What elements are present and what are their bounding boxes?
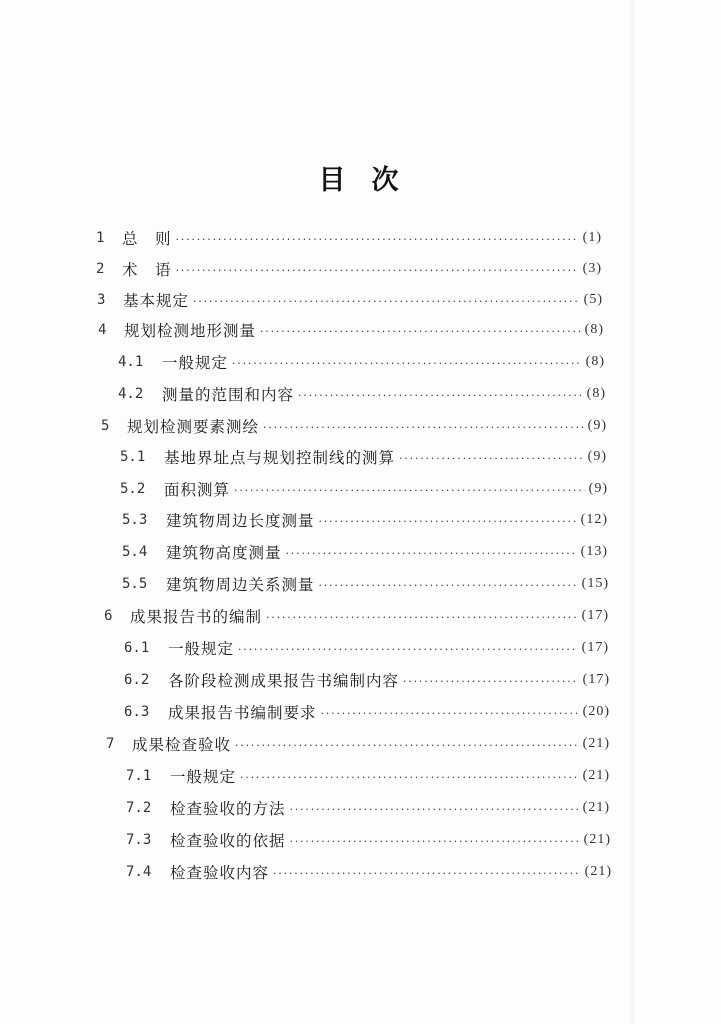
toc-entry-page: (15) — [581, 576, 609, 591]
toc-entry-page: (8) — [586, 386, 606, 401]
toc-leader-dots — [176, 264, 579, 277]
scan-shadow — [630, 0, 636, 1024]
toc-entry-title: 建筑物周边长度测量 — [166, 512, 315, 530]
toc-entry-number: 7.3 — [126, 832, 152, 848]
toc-entry-number: 2 — [96, 261, 105, 277]
toc-leader-dots — [260, 325, 581, 338]
toc-leader-dots — [266, 611, 578, 624]
toc-leader-dots — [234, 484, 585, 497]
toc-entry[interactable] — [120, 445, 607, 469]
toc-entry-number: 4 — [98, 322, 107, 338]
toc-entry-number: 5.2 — [120, 481, 146, 497]
toc-entry-page: (8) — [584, 322, 604, 337]
toc-entry-number: 3 — [97, 292, 106, 308]
toc-entry-page: (21) — [582, 800, 610, 815]
toc-entry[interactable] — [118, 382, 606, 406]
toc-entry-title: 规划检测要素测绘 — [127, 418, 260, 436]
toc-entry[interactable] — [98, 318, 604, 342]
toc-leader-dots — [290, 803, 579, 816]
toc-entry[interactable] — [96, 226, 602, 250]
toc-leader-dots — [290, 835, 580, 848]
toc-entry[interactable] — [120, 477, 608, 501]
toc-entry[interactable] — [101, 414, 607, 438]
toc-entry-title: 建筑物高度测量 — [166, 544, 282, 562]
toc-entry-number: 5.3 — [122, 512, 148, 528]
toc-leader-dots — [319, 579, 578, 592]
toc-entry-page: (21) — [583, 832, 611, 847]
title-char-2: 次 — [371, 165, 403, 196]
toc-entry-title: 一般规定 — [168, 640, 235, 658]
toc-entry-title: 总 则 — [122, 230, 172, 248]
toc-entry-page: (17) — [581, 640, 609, 655]
toc-leader-dots — [232, 357, 582, 370]
toc-entry[interactable] — [126, 828, 611, 852]
toc-entry-page: (21) — [584, 864, 612, 879]
toc-entry-page: (12) — [580, 512, 608, 527]
toc-entry-number: 6.2 — [124, 672, 150, 688]
toc-entry-page: (9) — [588, 481, 608, 496]
toc-leader-dots — [399, 452, 584, 465]
toc-entry-title: 各阶段检测成果报告书编制内容 — [168, 672, 400, 690]
toc-entry[interactable] — [122, 540, 608, 564]
toc-entry-number: 6.1 — [124, 640, 150, 656]
toc-entry[interactable] — [97, 288, 603, 312]
toc-entry-number: 6 — [104, 608, 113, 624]
toc-leader-dots — [235, 739, 579, 752]
toc-leader-dots — [238, 643, 578, 656]
toc-entry-page: (9) — [587, 418, 607, 433]
toc-entry-page: (20) — [582, 704, 610, 719]
title-char-1: 目 — [318, 165, 350, 196]
toc-entry-page: (21) — [582, 768, 610, 783]
page-title — [0, 158, 721, 197]
toc-leader-dots — [273, 867, 581, 880]
toc-entry[interactable] — [118, 350, 605, 374]
toc-entry-title: 基地界址点与规划控制线的测算 — [164, 449, 396, 467]
toc-entry-title: 建筑物周边关系测量 — [166, 576, 315, 594]
toc-entry-number: 4.1 — [118, 354, 144, 370]
toc-entry[interactable] — [124, 668, 610, 692]
toc-entry-title: 成果报告书编制要求 — [168, 704, 317, 722]
toc-entry-number: 7.1 — [126, 768, 152, 784]
toc-entry-title: 检查验收内容 — [170, 864, 270, 882]
toc-entry[interactable] — [126, 764, 610, 788]
toc-entry-page: (8) — [585, 354, 605, 369]
toc-entry-title: 面积测算 — [164, 481, 231, 499]
toc-entry-number: 7.2 — [126, 800, 152, 816]
toc-entry-title: 规划检测地形测量 — [124, 322, 257, 340]
toc-entry-title: 一般规定 — [170, 768, 237, 786]
toc-entry-page: (17) — [581, 608, 609, 623]
toc-entry[interactable] — [104, 604, 609, 628]
toc-leader-dots — [240, 771, 579, 784]
toc-leader-dots — [403, 675, 579, 688]
toc-entry-number: 7 — [106, 736, 115, 752]
toc-entry[interactable] — [126, 860, 612, 884]
toc-entry-number: 1 — [96, 230, 105, 246]
toc-entry-title: 检查验收的依据 — [170, 832, 286, 850]
toc-entry-page: (1) — [582, 230, 602, 245]
toc-entry-page: (13) — [580, 544, 608, 559]
toc-entry-page: (17) — [582, 672, 610, 687]
toc-leader-dots — [321, 707, 579, 720]
toc-entry-number: 5.4 — [122, 544, 148, 560]
toc-entry-page: (21) — [582, 736, 610, 751]
toc-entry-title: 基本规定 — [123, 292, 190, 310]
toc-leader-dots — [263, 421, 584, 434]
toc-entry[interactable] — [96, 257, 602, 281]
toc-entry[interactable] — [124, 636, 609, 660]
toc-entry-title: 一般规定 — [162, 354, 229, 372]
toc-entry-title: 测量的范围和内容 — [162, 386, 295, 404]
toc-leader-dots — [193, 295, 580, 308]
toc-entry-number: 5 — [101, 418, 110, 434]
toc-entry-number: 7.4 — [126, 864, 152, 880]
toc-entry-page: (9) — [587, 449, 607, 464]
toc-entry-page: (5) — [583, 292, 603, 307]
toc-entry-number: 6.3 — [124, 704, 150, 720]
toc-entry-page: (3) — [582, 261, 602, 276]
toc-entry-title: 成果检查验收 — [132, 736, 232, 754]
toc-entry-number: 5.1 — [120, 449, 146, 465]
toc-entry[interactable] — [124, 700, 610, 724]
toc-entry[interactable] — [106, 732, 610, 756]
toc-entry[interactable] — [122, 572, 609, 596]
toc-entry[interactable] — [126, 796, 610, 820]
toc-leader-dots — [319, 515, 577, 528]
toc-leader-dots — [286, 547, 577, 560]
toc-entry-number: 5.5 — [122, 576, 148, 592]
toc-entry-title: 成果报告书的编制 — [130, 608, 263, 626]
toc-leader-dots — [176, 233, 579, 246]
toc-entry-title: 术 语 — [122, 261, 172, 279]
toc-entry[interactable] — [122, 508, 608, 532]
toc-entry-number: 4.2 — [118, 386, 144, 402]
toc-leader-dots — [298, 389, 583, 402]
toc-entry-title: 检查验收的方法 — [170, 800, 286, 818]
